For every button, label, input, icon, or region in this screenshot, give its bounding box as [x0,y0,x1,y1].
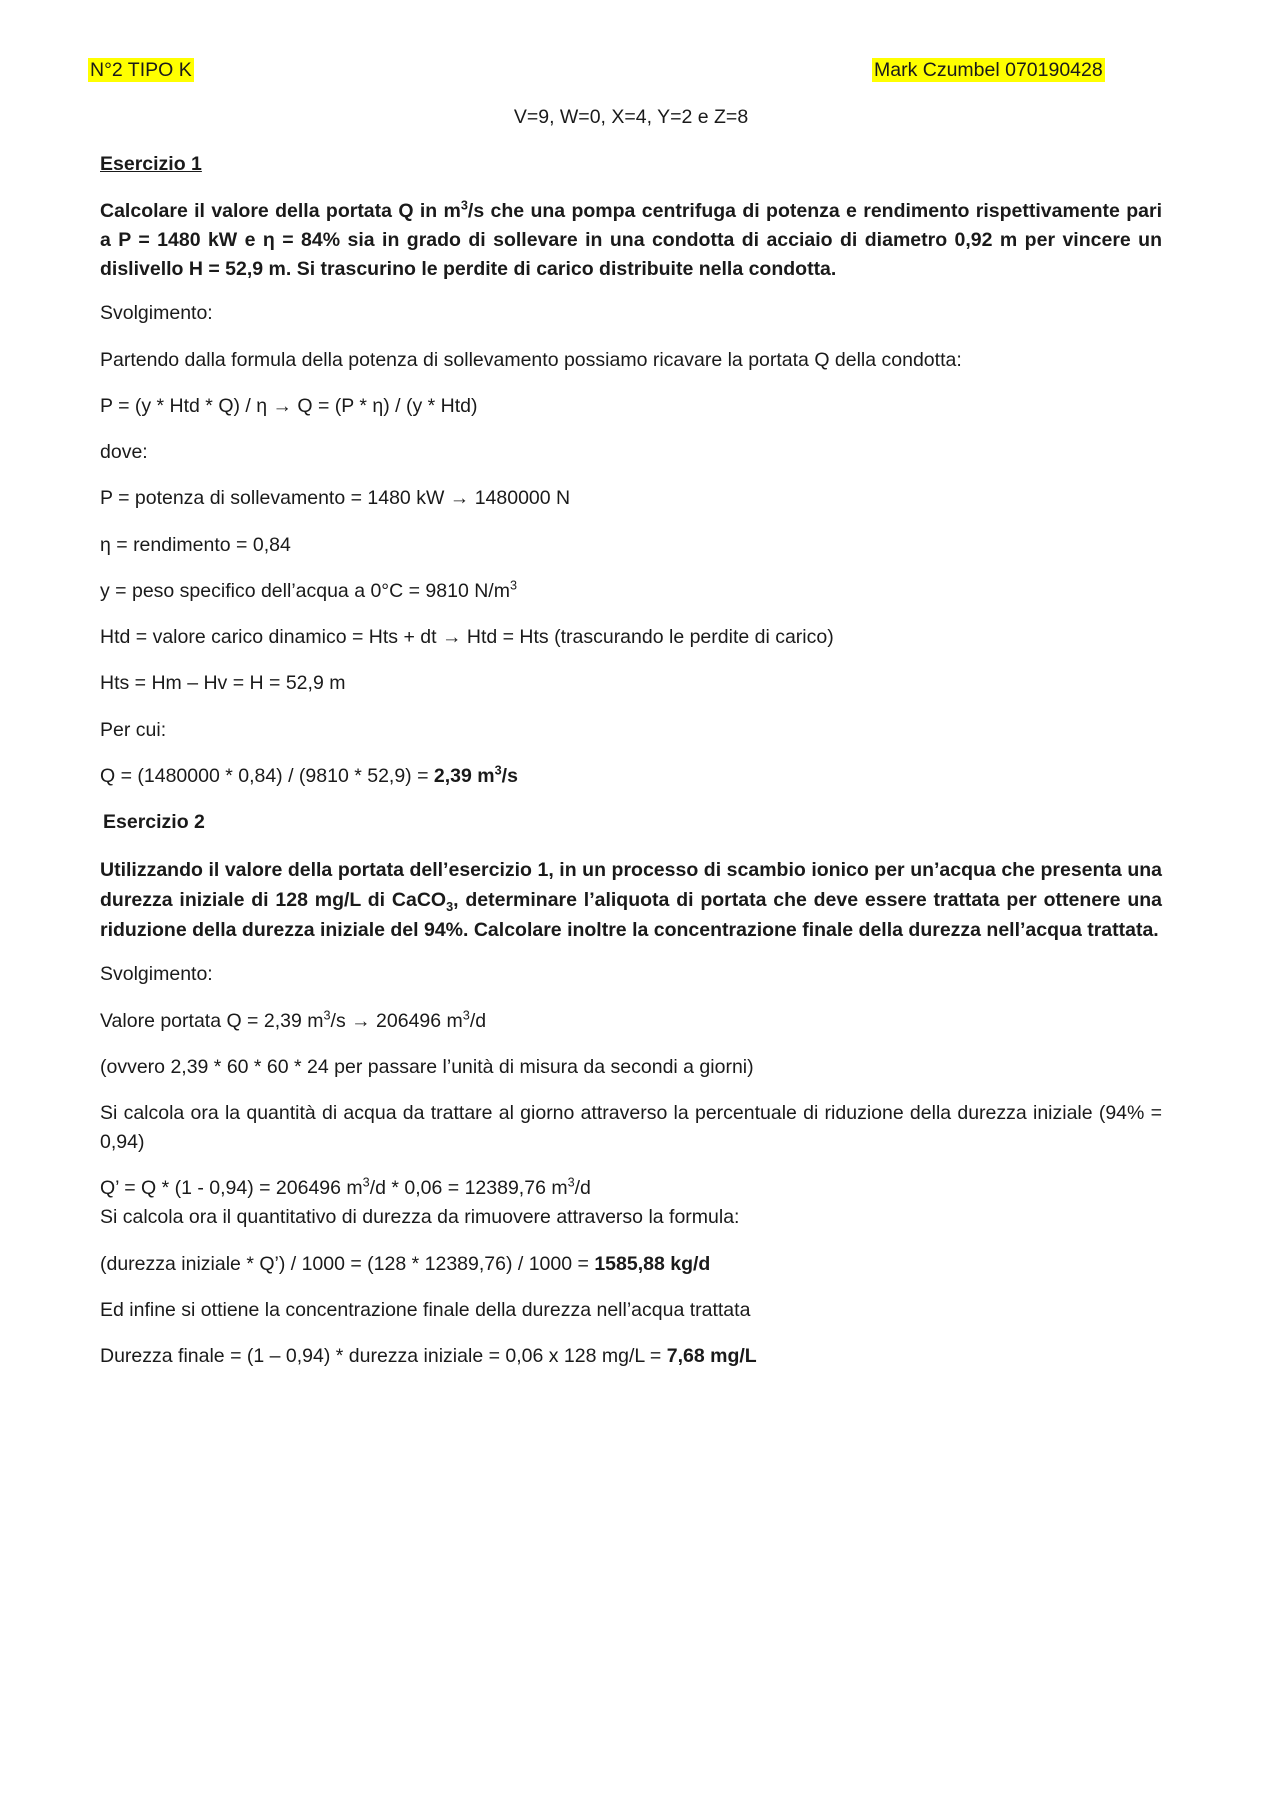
ex2-qprime-sup2: 3 [567,1175,575,1190]
ex2-prompt-b: , determinare l’aliquota di portata che deve essere trattata per ottenere una riduzione della durezza iniziale del 94%. Calcolare inoltre la concentrazione finale della durezza nell’acqua trattata. [100,889,1162,942]
ex2-calcola1: Si calcola ora la quantità di acqua da trattare al giorno attraverso la percentuale di riduzione della durezza iniziale (94% = 0,94) [100,1102,1162,1153]
ex2-prompt [100,855,1162,945]
ex2-portata-sup1: 3 [323,1008,331,1022]
ex1-result-value [434,765,518,787]
ex2-durezza-b: 1585,88 kg/d [594,1252,711,1275]
ex2-qprime-sup1: 3 [362,1175,370,1190]
ex2-finale-a: Durezza finale = (1 – 0,94) * durezza iniziale = 0,06 x 128 mg/L = [100,1345,667,1367]
ex1-prompt [100,197,1162,284]
ex1-result-c: /s [501,764,518,787]
ex1-prompt-a: Calcolare il valore della portata Q in m [100,200,461,223]
document-body [100,150,1162,1371]
header-left [88,56,194,85]
ex1-line-eta: η = rendimento = 0,84 [100,533,291,556]
ex2-infine: Ed infine si ottiene la concentrazione finale della durezza nell’acqua trattata [100,1298,751,1321]
ex2-qprime-a: Q’ = Q * (1 - 0,94) = 206496 m [100,1177,363,1199]
header-right [872,56,1105,85]
ex1-line-p: P = potenza di sollevamento = 1480 kW → 1480000 N [100,487,571,510]
ex2-prompt-sub: 3 [446,900,454,915]
ex2-qprime-c: /d [574,1177,591,1199]
ex2-portata-a: Valore portata Q = 2,39 m [100,1009,324,1032]
ex1-intro: Partendo dalla formula della potenza di sollevamento possiamo ricavare la portata Q della condotta: [100,348,962,371]
header-right-highlight: Mark Czumbel 070190428 [874,59,1103,81]
ex2-svolgimento: Svolgimento: [100,963,213,986]
ex2-portata-sup2: 3 [462,1008,470,1022]
ex2-portata-c: /d [469,1009,487,1032]
ex2-finale [100,1342,1162,1371]
parameters-line: V=9, W=0, X=4, Y=2 e Z=8 [513,106,749,128]
ex2-durezza [100,1250,1162,1279]
ex1-line-htd: Htd = valore carico dinamico = Hts + dt → Htd = Hts (trascurando le perdite di carico) [100,626,834,648]
ex1-result-sup: 3 [494,763,502,778]
ex2-ovvero: (ovvero 2,39 * 60 * 60 * 24 per passare l’unità di misura da secondi a giorni) [100,1055,754,1078]
ex2-qprime [100,1174,1162,1203]
ex2-portata-b: /s → 206496 m [330,1009,463,1032]
ex1-dove: dove: [100,441,148,463]
ex1-prompt-sup: 3 [460,198,468,213]
ex1-result-b: 2,39 m [433,764,495,787]
ex1-line-hts: Hts = Hm – Hv = H = 52,9 m [100,672,346,695]
ex2-calcola2: Si calcola ora il quantitativo di durezza da rimuovere attraverso la formula: [100,1206,740,1229]
ex1-result [100,762,1162,791]
ex1-result-a: Q = (1480000 * 0,84) / (9810 * 52,9) = [100,764,434,787]
ex2-prompt-a: Utilizzando il valore della portata dell’esercizio 1, in un processo di scambio ionico per un’acqua che presenta una durezza iniziale di 128 mg/L di CaCO [100,859,1162,912]
ex2-durezza-a: (durezza iniziale * Q’) / 1000 = (128 * 12389,76) / 1000 = [100,1252,595,1275]
ex1-line-y-sup: 3 [509,578,517,593]
ex1-per-cui: Per cui: [100,718,167,741]
ex1-line-y-text: y = peso specifico dell’acqua a 0°C = 9810 N/m [100,579,510,602]
ex1-svolgimento: Svolgimento: [100,302,213,325]
ex1-title: Esercizio 1 [100,153,202,175]
header-left-highlight: N°2 TIPO K [90,59,192,81]
ex2-qprime-b: /d * 0,06 = 12389,76 m [369,1177,568,1199]
ex2-finale-b: 7,68 mg/L [666,1345,757,1367]
ex1-prompt-b: /s che una pompa centrifuga di potenza e rendimento rispettivamente pari a P = 1480 kW e η = 84% sia in grado di sollevare in una condotta di acciaio di diametro 0,92 m per vincere un dislivello H = 52,9 m. Si trascurino le perdite di carico distribuite nella condotta. [100,200,1162,281]
ex1-formula: P = (y * Htd * Q) / η → Q = (P * η) / (y * Htd) [100,394,478,417]
ex2-portata [100,1007,1162,1036]
ex2-title: Esercizio 2 [103,811,205,833]
ex1-line-y [100,577,1162,606]
